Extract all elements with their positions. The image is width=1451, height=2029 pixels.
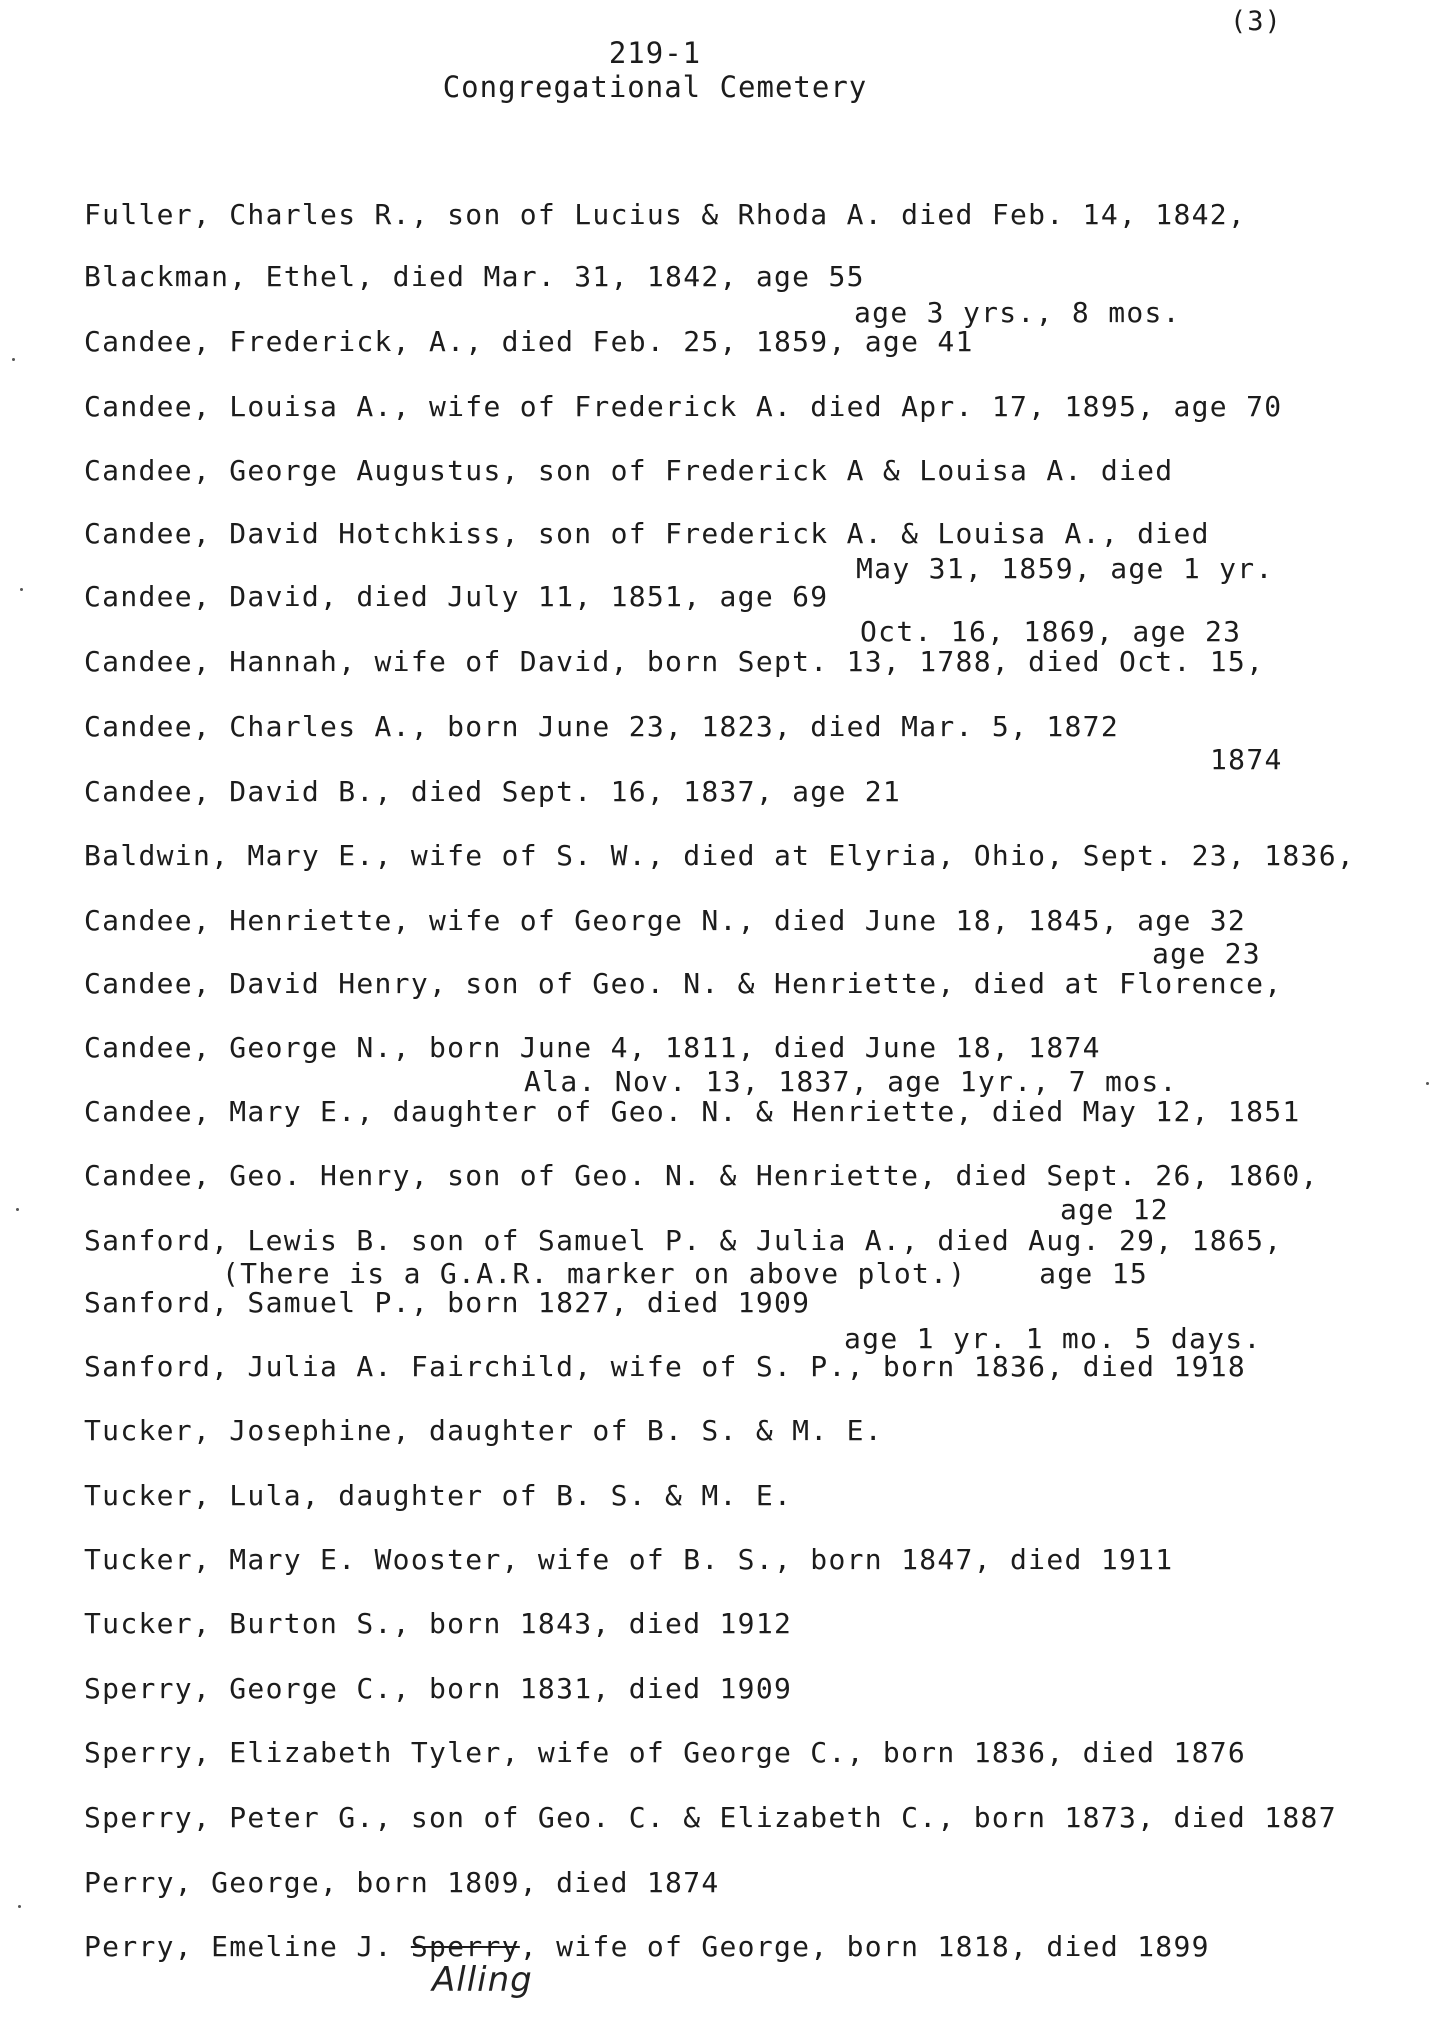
entry-line: Tucker, Mary E. Wooster, wife of B. S., born 1847, died 1911 bbox=[84, 1543, 1174, 1576]
document-header bbox=[0, 36, 1310, 104]
entry-line: Sperry, George C., born 1831, died 1909 bbox=[84, 1672, 793, 1705]
entry-line: Candee, David Henry, son of Geo. N. & Henriette, died at Florence, bbox=[84, 967, 1283, 1000]
entry-line: Candee, Charles A., born June 23, 1823, died Mar. 5, 1872 bbox=[84, 710, 1119, 743]
entry-line: Candee, Henriette, wife of George N., died June 18, 1845, age 32 bbox=[84, 904, 1247, 937]
entry-line: Sperry, Elizabeth Tyler, wife of George C., born 1836, died 1876 bbox=[84, 1736, 1247, 1769]
entry-line-after: , wife of George, born 1818, died 1899 bbox=[519, 1930, 1210, 1963]
entry-line-before: Perry, Emeline J. bbox=[84, 1930, 411, 1963]
entry-line: Tucker, Burton S., born 1843, died 1912 bbox=[84, 1607, 793, 1640]
page-number: (3) bbox=[1230, 6, 1282, 37]
margin-mark bbox=[1426, 1082, 1429, 1085]
entry-continuation: age 1 yr. 1 mo. 5 days. bbox=[844, 1322, 1262, 1355]
entry-line bbox=[84, 1931, 1434, 1963]
struck-surname: Sperry bbox=[410, 1930, 520, 1963]
entry-line: Candee, Geo. Henry, son of Geo. N. & Henriette, died Sept. 26, 1860, bbox=[84, 1159, 1319, 1192]
margin-mark bbox=[12, 358, 15, 361]
handwritten-correction: Alling bbox=[432, 1960, 533, 2000]
entry-continuation: 1874 bbox=[1210, 743, 1283, 776]
record-code: 219-1 bbox=[608, 36, 702, 70]
margin-mark bbox=[20, 588, 23, 591]
entry-continuation: (There is a G.A.R. marker on above plot.) age 15 bbox=[222, 1257, 1149, 1290]
entry-continuation: Oct. 16, 1869, age 23 bbox=[860, 615, 1242, 648]
entry-continuation: age 23 bbox=[1152, 937, 1261, 970]
entry-line: Candee, George N., born June 4, 1811, died June 18, 1874 bbox=[84, 1031, 1101, 1064]
entry-line: Blackman, Ethel, died Mar. 31, 1842, age 55 bbox=[84, 260, 865, 293]
entry-line: Sanford, Lewis B. son of Samuel P. & Julia A., died Aug. 29, 1865, bbox=[84, 1224, 1283, 1257]
margin-mark bbox=[16, 1208, 19, 1211]
entry-line: Candee, George Augustus, son of Frederick A & Louisa A. died bbox=[84, 454, 1174, 487]
margin-mark bbox=[18, 1905, 21, 1908]
entry-line: Candee, David, died July 11, 1851, age 69 bbox=[84, 580, 829, 613]
entry-line: Fuller, Charles R., son of Lucius & Rhoda A. died Feb. 14, 1842, bbox=[84, 198, 1247, 231]
entry-continuation: age 3 yrs., 8 mos. bbox=[854, 296, 1181, 329]
entry-line: Tucker, Josephine, daughter of B. S. & M. E. bbox=[84, 1414, 883, 1447]
entry-line: Candee, Frederick, A., died Feb. 25, 1859, age 41 bbox=[84, 325, 974, 358]
entry-line: Candee, Hannah, wife of David, born Sept. 13, 1788, died Oct. 15, bbox=[84, 645, 1265, 678]
entry-line: Sanford, Julia A. Fairchild, wife of S. P., born 1836, died 1918 bbox=[84, 1350, 1247, 1383]
entry-line: Sperry, Peter G., son of Geo. C. & Elizabeth C., born 1873, died 1887 bbox=[84, 1801, 1337, 1834]
entry-continuation: Ala. Nov. 13, 1837, age 1yr., 7 mos. bbox=[524, 1065, 1178, 1098]
cemetery-name: Congregational Cemetery bbox=[442, 70, 868, 104]
entry-line: Candee, David Hotchkiss, son of Frederick A. & Louisa A., died bbox=[84, 517, 1210, 550]
entry-line: Tucker, Lula, daughter of B. S. & M. E. bbox=[84, 1479, 793, 1512]
entry-line: Baldwin, Mary E., wife of S. W., died at Elyria, Ohio, Sept. 23, 1836, bbox=[84, 839, 1356, 872]
burial-entry-last bbox=[84, 1865, 1434, 2029]
entry-continuation: May 31, 1859, age 1 yr. bbox=[856, 552, 1274, 585]
entry-line: Perry, George, born 1809, died 1874 bbox=[84, 1866, 720, 1899]
entry-line: Sanford, Samuel P., born 1827, died 1909 bbox=[84, 1286, 811, 1319]
entry-line: Candee, Louisa A., wife of Frederick A. died Apr. 17, 1895, age 70 bbox=[84, 390, 1283, 423]
entry-line: Candee, Mary E., daughter of Geo. N. & Henriette, died May 12, 1851 bbox=[84, 1095, 1301, 1128]
entry-line: Candee, David B., died Sept. 16, 1837, age 21 bbox=[84, 775, 902, 808]
entry-continuation: age 12 bbox=[1060, 1193, 1169, 1226]
